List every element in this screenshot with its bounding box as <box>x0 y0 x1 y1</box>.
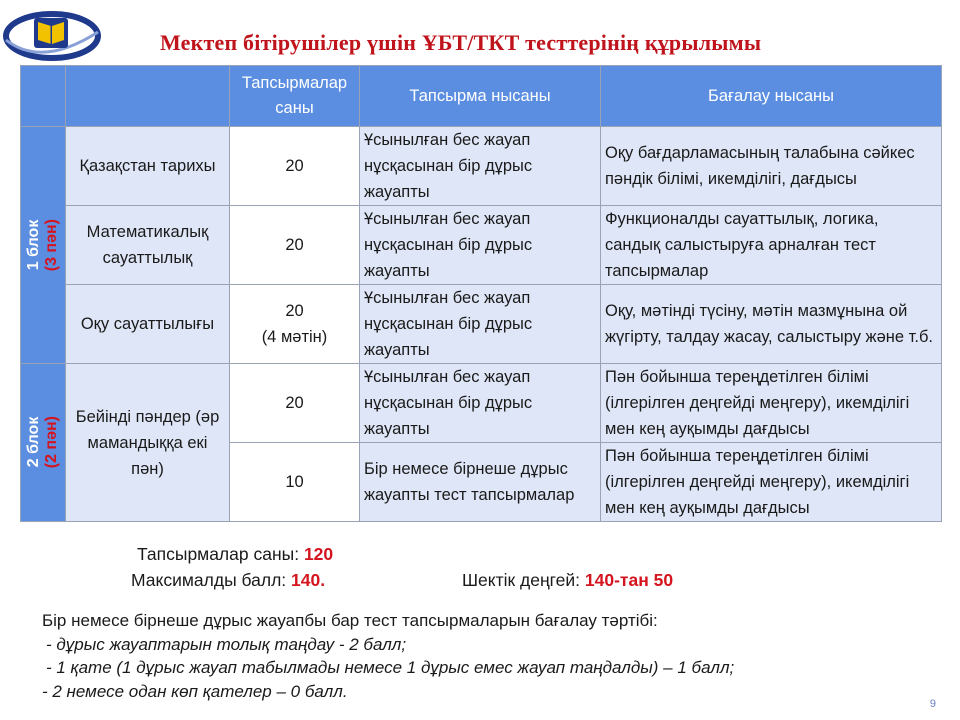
table-row <box>21 285 942 364</box>
max-score-label: Максималды балл: <box>131 570 287 590</box>
count-note: (4 мәтін) <box>261 328 328 346</box>
structure-table <box>20 65 942 522</box>
subject-cell: Қазақстан тарихы <box>66 127 230 206</box>
table-row <box>21 364 942 443</box>
form-cell: Ұсынылған бес жауап нұсқасынан бір дұрыс жауапты <box>360 285 601 364</box>
page-title: Мектеп бітірушілер үшін ҰБТ/ТКТ тесттерінің құрылымы <box>160 30 762 55</box>
form-cell: Бір немесе бірнеше дұрыс жауапты тест тапсырмалар <box>360 443 601 522</box>
max-score <box>131 570 325 591</box>
subject-cell: Бейінді пәндер (әр мамандыққа екі пән) <box>66 364 230 522</box>
table-row <box>21 206 942 285</box>
total-tasks-value: 120 <box>303 544 334 564</box>
block-2-title: 2 блок <box>25 417 42 468</box>
header-assessment-form: Бағалау нысаны <box>601 66 942 127</box>
count-cell: 20 <box>230 206 360 285</box>
eval-cell: Пән бойынша тереңдетілген білімі (ілгерілген деңгейді меңгеру), икемділігі мен кең ауқымды дағдысы <box>601 364 942 443</box>
eval-cell: Оқу бағдарламасының талабына сәйкес пәндік білімі, икемділігі, дағдысы <box>601 127 942 206</box>
form-cell: Ұсынылған бес жауап нұсқасынан бір дұрыс жауапты <box>360 127 601 206</box>
book-logo-icon <box>2 6 102 64</box>
count-cell: 20 <box>230 364 360 443</box>
subject-cell: Математикалық сауаттылық <box>66 206 230 285</box>
form-cell: Ұсынылған бес жауап нұсқасынан бір дұрыс жауапты <box>360 206 601 285</box>
corner-cell <box>66 66 230 127</box>
block-1-title: 1 блок <box>25 219 42 271</box>
total-tasks-label: Тапсырмалар саны: <box>137 544 300 564</box>
block-2-label <box>21 364 66 522</box>
page-number: 9 <box>929 698 936 710</box>
corner-cell <box>21 66 66 127</box>
eval-cell: Функционалды сауаттылық, логика, сандық салыстыруға арналған тест тапсырмалар <box>601 206 942 285</box>
eval-cell: Оқу, мәтінді түсіну, мәтін мазмұнына ой жүгірту, талдау жасау, салыстыру және т.б. <box>601 285 942 364</box>
count-cell: 20 <box>230 127 360 206</box>
block-1-label <box>21 127 66 364</box>
count-cell <box>230 285 360 364</box>
form-cell: Ұсынылған бес жауап нұсқасынан бір дұрыс жауапты <box>360 364 601 443</box>
table-row <box>21 127 942 206</box>
count-cell: 10 <box>230 443 360 522</box>
count-value: 20 <box>285 302 304 320</box>
block-2-subtitle: (2 пән) <box>43 416 60 469</box>
threshold-label: Шектік деңгей: <box>462 570 581 590</box>
rules-heading: Бір немесе бірнеше дұрыс жауапбы бар тест тапсырмаларын бағалау тәртібі: <box>42 611 658 630</box>
table-header-row <box>21 66 942 127</box>
rule-item: - 1 қате (1 дұрыс жауап табылмады немесе 1 дұрыс емес жауап таңдалды) – 1 балл; <box>46 658 735 677</box>
eval-cell: Пән бойынша тереңдетілген білімі (ілгерілген деңгейді меңгеру), икемділігі мен кең ауқымды дағдысы <box>601 443 942 522</box>
header-task-count: Тапсырмалар саны <box>230 66 360 127</box>
block-1-subtitle: (3 пән) <box>43 218 60 272</box>
subject-cell: Оқу сауаттылығы <box>66 285 230 364</box>
scoring-rules <box>42 609 734 703</box>
rule-item: - 2 немесе одан көп қателер – 0 балл. <box>42 681 348 701</box>
threshold <box>462 570 673 591</box>
rule-item: - дұрыс жауаптарын толық таңдау - 2 балл; <box>46 634 407 654</box>
total-tasks <box>137 544 333 565</box>
max-score-value: 140. <box>291 570 326 590</box>
header-task-form: Тапсырма нысаны <box>360 66 601 127</box>
threshold-value: 140-тан 50 <box>584 570 674 590</box>
